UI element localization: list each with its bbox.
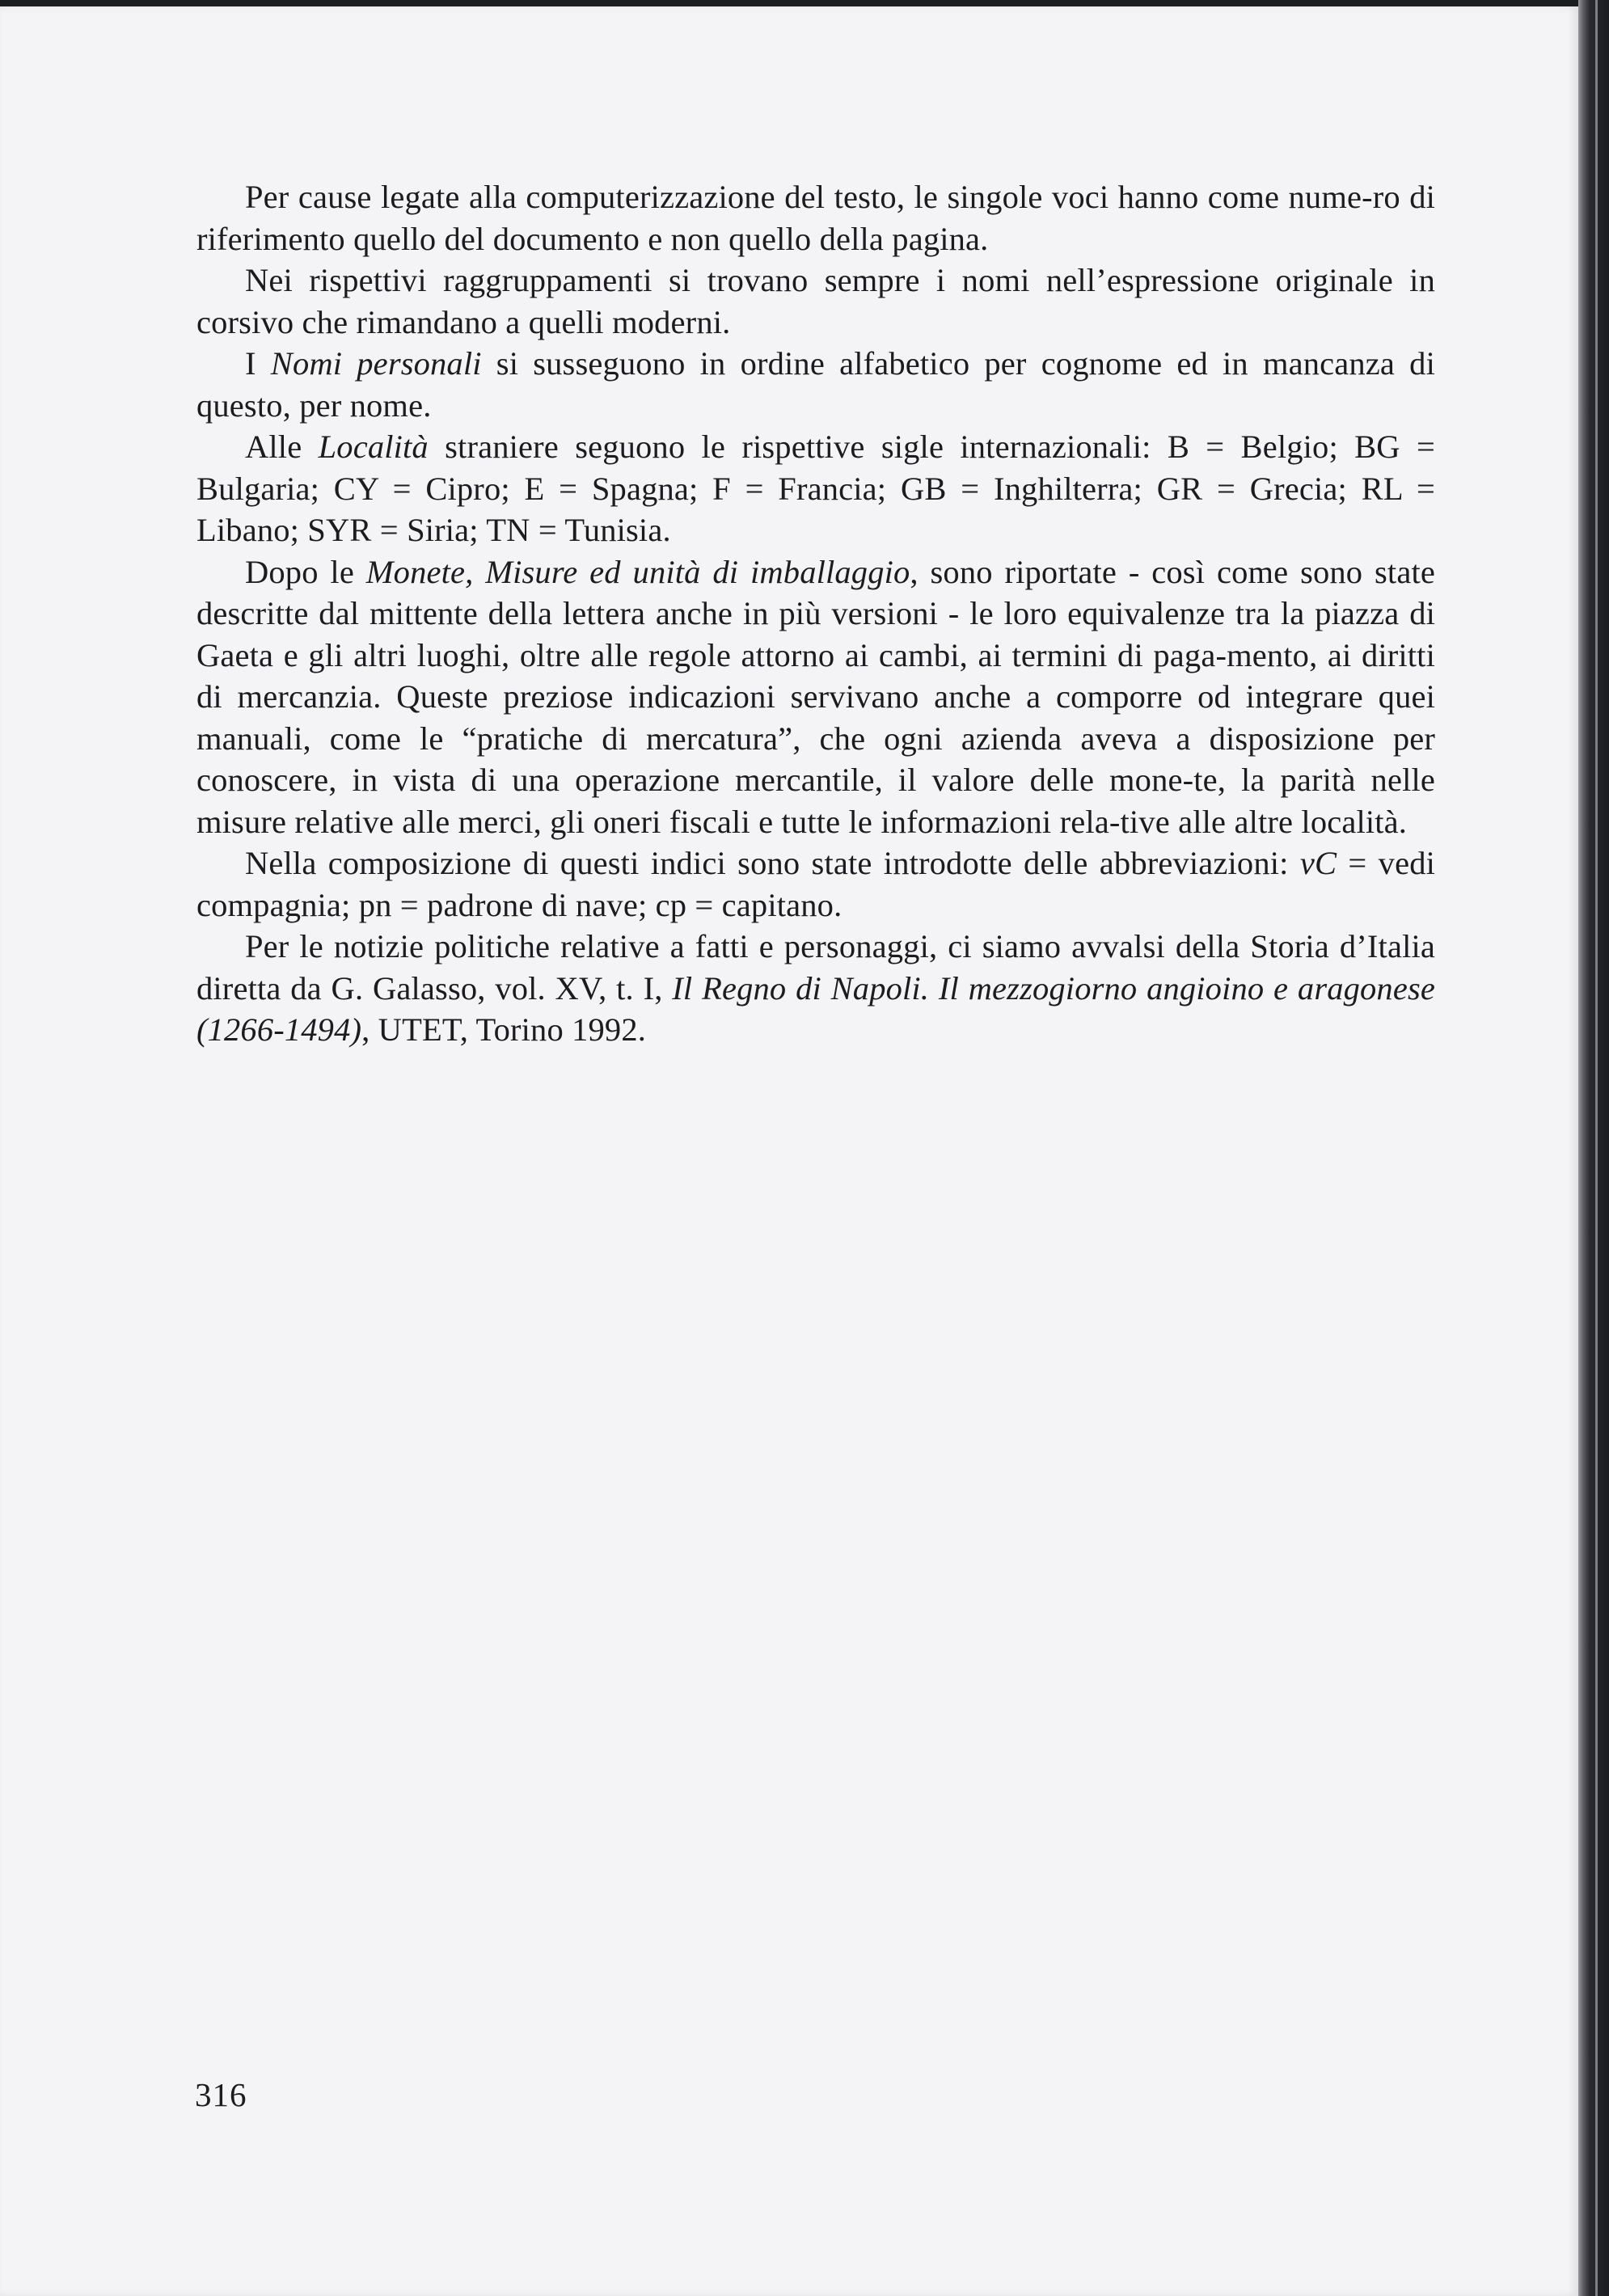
body-text — [196, 176, 1435, 1051]
paragraph — [196, 551, 1435, 843]
page-sheet — [0, 6, 1578, 2296]
text-run: si susseguono in ordine alfabetico per cognome ed in mancanza di questo, per nome. — [196, 345, 1435, 424]
italic-run: Il Regno di Napoli. Il mezzogiorno angioino e aragonese (1266-1494) — [196, 969, 1435, 1048]
text-run: , sono riportate - così come sono state descritte dal mittente della lettera anche in più versioni - le loro equivalenze tra la piazza di Gaeta e gli altri luoghi, oltre alle regole attorno ai cambi, ai termini di paga-mento, ai diritti di mercanzia. Queste preziose indicazioni servivano anche a comporre od integrare quei manuali, come le “pratiche di mercatura”, che ogni azienda aveva a disposizione per conoscere, in vista di una operazione mercantile, il valore delle mone-te, la parità nelle misure relative alle merci, gli oneri fiscali e tutte le informazioni rela-tive alle altre località. — [196, 553, 1435, 840]
text-run: Nella composizione di questi indici sono state introdotte delle abbreviazioni: — [245, 845, 1300, 881]
text-run: straniere seguono le rispettive sigle internazionali: B = Belgio; BG = Bulgaria; CY = Cipro; E = Spagna; F = Francia; GB = Inghilterra; GR = Grecia; RL = Libano; SYR = Siria; TN = Tunisia. — [196, 428, 1435, 548]
italic-run: Nomi personali — [270, 345, 482, 382]
italic-run: vC — [1299, 845, 1337, 881]
text-run: I — [245, 345, 271, 382]
text-run: Alle — [245, 428, 319, 465]
text-run: Per le notizie politiche relative a fatti e personaggi, ci siamo avvalsi della Storia d’Italia diretta da G. Galasso, vol. XV, t. I, — [196, 928, 1435, 1007]
paragraph — [196, 926, 1435, 1051]
paragraph — [196, 176, 1435, 260]
italic-run: Località — [318, 428, 429, 465]
text-run: , UTET, Torino 1992. — [361, 1011, 647, 1048]
text-run: = vedi compagnia; pn = padrone di nave; cp = capitano. — [196, 845, 1436, 923]
paragraph — [196, 426, 1435, 551]
text-run: Dopo le — [245, 553, 366, 590]
paragraph — [196, 842, 1435, 926]
text-run: Nei rispettivi raggruppamenti si trovano sempre i nomi nell’espressione originale in corsivo che rimandano a quelli moderni. — [196, 262, 1435, 340]
paragraph — [196, 343, 1435, 426]
book-binding-edge — [1578, 0, 1609, 2296]
paragraph — [196, 260, 1435, 343]
book-edge-line — [1595, 0, 1598, 2296]
text-run: Per cause legate alla computerizzazione del testo, le singole voci hanno come nume-ro di riferimento quello del documento e non quello della pagina. — [196, 179, 1435, 257]
italic-run: Monete, Misure ed unità di imballaggio — [365, 553, 910, 590]
page-number: 316 — [195, 2076, 247, 2113]
